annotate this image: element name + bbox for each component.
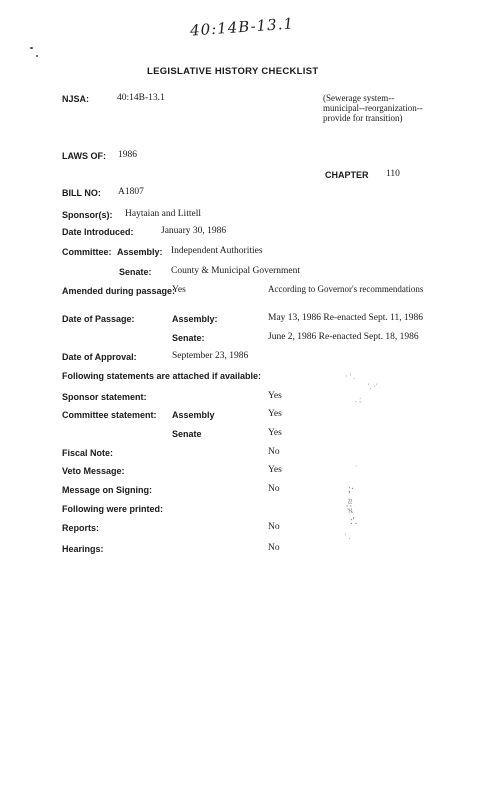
- chapter-value: 110: [386, 169, 400, 179]
- laws-of-label: LAWS OF:: [62, 151, 106, 161]
- bill-no-label: BILL NO:: [62, 188, 101, 198]
- njsa-value: 40:14B-13.1: [117, 93, 165, 103]
- handwritten-number: 40:14B-13.1: [189, 14, 295, 40]
- committee-statement-assembly-label: Assembly: [172, 410, 215, 420]
- date-of-approval-label: Date of Approval:: [62, 352, 137, 362]
- sponsors-label: Sponsor(s):: [62, 210, 113, 220]
- committee-assembly-label: Assembly:: [117, 247, 163, 257]
- date-of-approval-value: September 23, 1986: [172, 351, 249, 361]
- passage-assembly-value: May 13, 1986 Re-enacted Sept. 11, 1986: [268, 313, 424, 323]
- committee-label: Committee:: [62, 247, 112, 257]
- scan-noise: . ;: [355, 395, 362, 404]
- scan-noise: ;·: [348, 484, 355, 495]
- scan-noise: ·: [355, 462, 358, 471]
- message-on-signing-value: No: [268, 484, 280, 494]
- sponsors-value: Haytaian and Littell: [125, 209, 201, 219]
- committee-statement-senate-value: Yes: [268, 428, 282, 438]
- committee-statement-label: Committee statement:: [62, 410, 157, 420]
- following-attached-heading: Following statements are attached if available:: [62, 371, 262, 381]
- scan-noise: · ' .: [345, 372, 356, 381]
- passage-senate-value: June 2, 1986 Re-enacted Sept. 18, 1986: [268, 332, 419, 342]
- date-of-passage-label: Date of Passage:: [62, 314, 135, 324]
- reports-value: No: [268, 522, 280, 532]
- amended-label: Amended during passage:: [62, 286, 176, 296]
- amended-note: According to Governor's recommendations: [268, 284, 424, 294]
- passage-assembly-label: Assembly:: [172, 314, 218, 324]
- following-printed-heading: Following were printed:: [62, 504, 163, 514]
- bill-no-value: A1807: [118, 187, 144, 197]
- scan-speck: [36, 55, 38, 57]
- message-on-signing-label: Message on Signing:: [62, 485, 153, 495]
- page-title: LEGISLATIVE HISTORY CHECKLIST: [147, 66, 319, 77]
- fiscal-note-value: No: [268, 447, 280, 457]
- sponsor-statement-label: Sponsor statement:: [62, 392, 147, 402]
- fiscal-note-label: Fiscal Note:: [62, 448, 114, 458]
- committee-assembly-value: Independent Authorities: [171, 246, 263, 256]
- passage-senate-label: Senate:: [172, 333, 205, 343]
- scan-noise: '. ·': [368, 382, 378, 391]
- laws-of-value: 1986: [118, 150, 137, 160]
- scan-noise: ≈:≠: [343, 498, 356, 514]
- veto-message-label: Veto Message:: [62, 466, 125, 476]
- hearings-value: No: [268, 543, 280, 553]
- scan-noise: :'.: [350, 516, 358, 527]
- hearings-label: Hearings:: [62, 544, 104, 554]
- committee-senate-label: Senate:: [119, 267, 152, 277]
- date-introduced-label: Date Introduced:: [62, 227, 134, 237]
- date-introduced-value: January 30, 1986: [161, 226, 227, 236]
- veto-message-value: Yes: [268, 465, 282, 475]
- committee-statement-senate-label: Senate: [172, 429, 202, 439]
- reports-label: Reports:: [62, 523, 100, 533]
- scan-speck: [30, 47, 33, 49]
- committee-senate-value: County & Municipal Government: [171, 266, 301, 276]
- committee-statement-assembly-value: Yes: [268, 409, 282, 419]
- subject-note: (Sewerage system--municipal--reorganization--provide for transition): [323, 93, 423, 123]
- chapter-label: CHAPTER: [325, 170, 369, 180]
- amended-value: Yes: [172, 285, 186, 295]
- njsa-label: NJSA:: [62, 94, 90, 104]
- sponsor-statement-value: Yes: [268, 391, 282, 401]
- scan-noise: ' .: [345, 532, 351, 541]
